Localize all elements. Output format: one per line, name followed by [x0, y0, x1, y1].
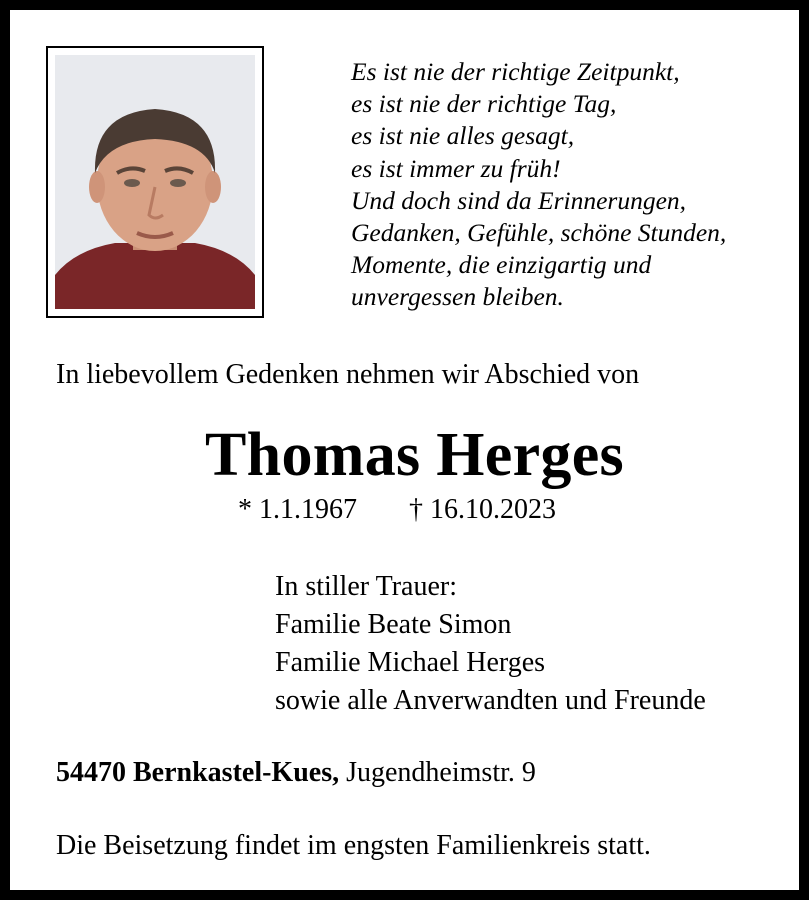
- poem-line: es ist nie alles gesagt,: [351, 121, 575, 151]
- poem-line: es ist nie der richtige Tag,: [351, 89, 617, 119]
- mourners-heading: In stiller Trauer:: [275, 571, 457, 602]
- address-city: 54470 Bernkastel-Kues,: [56, 757, 340, 788]
- poem-line: Momente, die einzigartig und: [351, 250, 652, 280]
- poem-line: unvergessen bleiben.: [351, 282, 564, 312]
- portrait-photo: [55, 55, 255, 309]
- poem: [351, 56, 726, 314]
- burial-note: Die Beisetzung findet im engsten Familienkreis statt.: [56, 830, 651, 861]
- portrait-illustration: [55, 55, 255, 309]
- mourner-line: sowie alle Anverwandten und Freunde: [275, 685, 706, 716]
- mourner-line: Familie Beate Simon: [275, 609, 512, 640]
- mourner-line: Familie Michael Herges: [275, 647, 546, 678]
- poem-line: es ist immer zu früh!: [351, 153, 561, 183]
- poem-line: Es ist nie der richtige Zeitpunkt,: [351, 57, 680, 86]
- poem-line: Gedanken, Gefühle, schöne Stunden,: [351, 218, 727, 248]
- portrait-frame: [46, 46, 264, 318]
- deceased-name: Thomas Herges: [205, 421, 624, 489]
- death-date: † 16.10.2023: [409, 494, 556, 525]
- life-dates: [238, 494, 556, 526]
- poem-line: Und doch sind da Erinnerungen,: [351, 185, 687, 215]
- address: [56, 757, 536, 789]
- birth-date: * 1.1.1967: [238, 494, 357, 525]
- mourners-block: [275, 568, 706, 720]
- address-street: Jugendheimstr. 9: [346, 757, 536, 788]
- intro-text: In liebevollem Gedenken nehmen wir Abschied von: [56, 359, 640, 390]
